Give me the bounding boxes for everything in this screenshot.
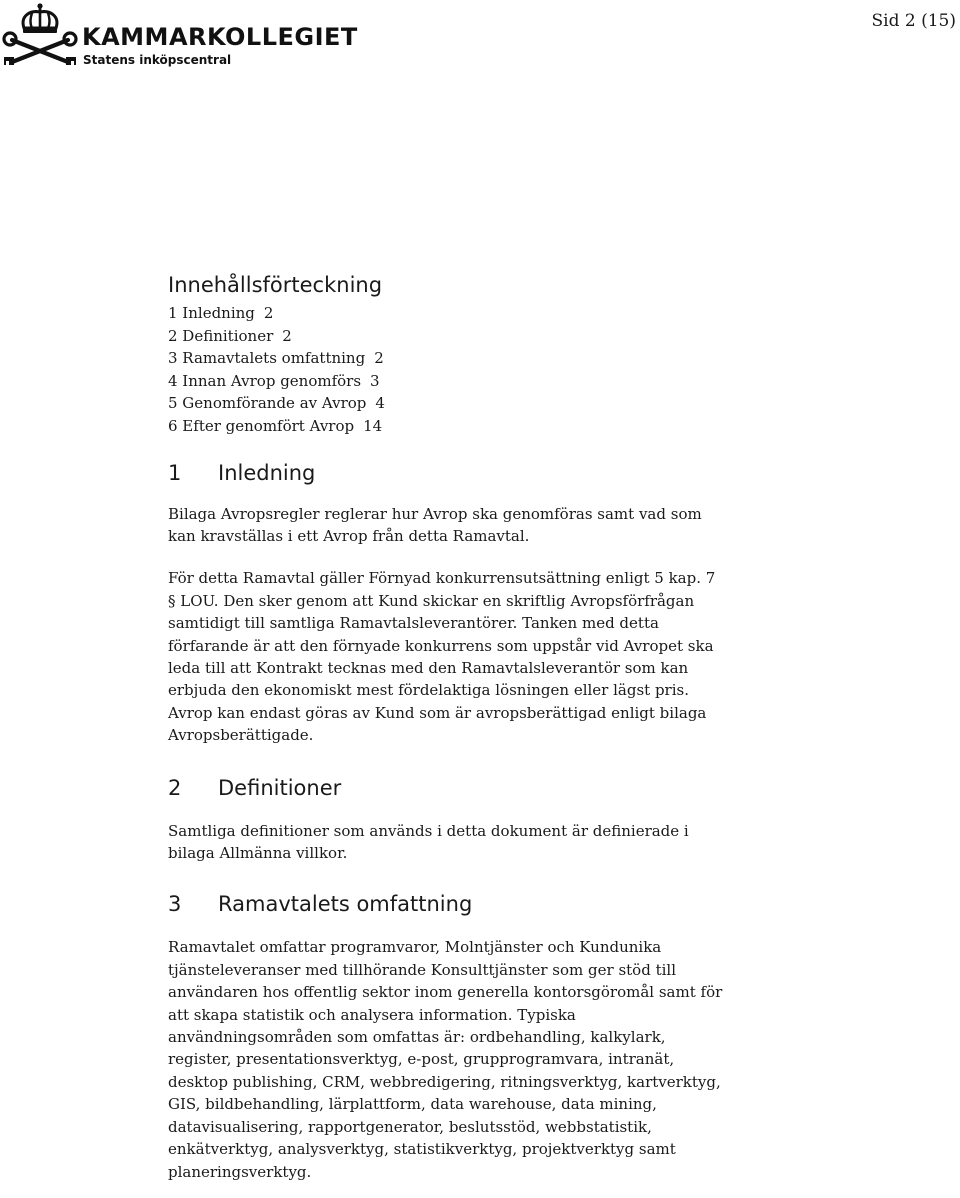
- toc-entry-page: 3: [370, 371, 380, 390]
- text-line: Avrop kan endast göras av Kund som är avropsberättigad enligt bilaga: [168, 703, 707, 722]
- toc-entry[interactable]: [168, 370, 804, 393]
- toc-entry[interactable]: [168, 302, 804, 325]
- text-line: att skapa statistik och analysera information. Typiska: [168, 1005, 576, 1024]
- text-line: För detta Ramavtal gäller Förnyad konkurrensutsättning enligt 5 kap. 7: [168, 569, 716, 588]
- text-line: GIS, bildbehandling, lärplattform, data warehouse, data mining,: [168, 1095, 657, 1114]
- kammarkollegiet-logo: [2, 2, 358, 68]
- logo-org-name: KAMMARKOLLEGIET: [82, 23, 358, 51]
- toc-entry[interactable]: [168, 325, 804, 348]
- text-line: § LOU. Den sker genom att Kund skickar en skriftlig Avropsförfrågan: [168, 591, 695, 610]
- text-line: samtidigt till samtliga Ramavtalsleverantörer. Tanken med detta: [168, 614, 659, 633]
- paragraph: [168, 503, 804, 548]
- text-line: enkätverktyg, analysverktyg, statistikverktyg, projektverktyg samt: [168, 1140, 676, 1159]
- paragraph: [168, 567, 804, 746]
- text-line: bilaga Allmänna villkor.: [168, 844, 348, 863]
- toc-entry-page: 4: [375, 394, 385, 413]
- toc-entry-text: 4 Innan Avrop genomförs: [168, 371, 362, 390]
- page-header: [0, 0, 960, 70]
- text-line: tjänsteleveranser med tillhörande Konsulttjänster som ger stöd till: [168, 960, 676, 979]
- paragraph: [168, 936, 804, 1182]
- text-line: Samtliga definitioner som används i detta dokument är definierade i: [168, 821, 689, 840]
- text-line: förfarande är att den förnyade konkurrens som uppstår vid Avropet ska: [168, 636, 714, 655]
- text-line: leda till att Kontrakt tecknas med den Ramavtalsleverantör som kan: [168, 659, 689, 677]
- logo-org-subtitle: Statens inköpscentral: [83, 53, 232, 67]
- toc-entry-text: 5 Genomförande av Avrop: [168, 394, 367, 413]
- text-line: erbjuda den ekonomiskt mest fördelaktiga lösningen eller lägst pris.: [168, 681, 689, 700]
- paragraph: [168, 820, 804, 865]
- toc-entry-text: 3 Ramavtalets omfattning: [168, 349, 366, 368]
- toc-entry-page: 2: [263, 304, 274, 322]
- toc-entry-page: 2: [374, 349, 384, 368]
- section-title: Inledning: [218, 460, 316, 485]
- text-line: Avropsberättigade.: [168, 726, 314, 745]
- toc-entry-text: 2 Definitioner: [168, 326, 274, 345]
- section-title: Definitioner: [218, 775, 342, 800]
- toc-entry[interactable]: [168, 347, 804, 370]
- text-line: användningsområden som omfattas är: ordbehandling, kalkylark,: [168, 1028, 666, 1047]
- text-line: desktop publishing, CRM, webbredigering, ritningsverktyg, kartverktyg,: [168, 1072, 721, 1091]
- page-number: Sid 2 (15): [871, 11, 956, 31]
- crown-crossed-keys-icon: [2, 2, 78, 68]
- table-of-contents: [168, 270, 804, 438]
- section-heading-inledning: [168, 459, 804, 487]
- section-number: 1: [168, 460, 182, 485]
- section-number: 2: [168, 775, 182, 800]
- section-number: 3: [168, 892, 182, 917]
- toc-list: [168, 302, 804, 438]
- toc-entry-text: 1 Inledning: [168, 304, 255, 322]
- section-title: Ramavtalets omfattning: [218, 892, 473, 917]
- text-line: användaren hos offentlig sektor inom generella kontorsgöromål samt för: [168, 983, 723, 1002]
- section-heading-ramavtalets-omfattning: [168, 890, 804, 918]
- section-heading-definitioner: [168, 774, 804, 802]
- toc-entry-page: 2: [282, 326, 292, 345]
- text-line: register, presentationsverktyg, e-post, grupprogramvara, intranät,: [168, 1050, 675, 1069]
- document-body: [168, 270, 804, 1183]
- toc-entry[interactable]: [168, 392, 804, 415]
- toc-entry-page: 14: [363, 416, 383, 435]
- text-line: kan kravställas i ett Avrop från detta Ramavtal.: [168, 526, 530, 545]
- text-line: Bilaga Avropsregler reglerar hur Avrop ska genomföras samt vad som: [168, 504, 702, 523]
- toc-entry-text: 6 Efter genomfört Avrop: [168, 416, 355, 435]
- text-line: planeringsverktyg.: [168, 1162, 312, 1181]
- toc-title: Innehållsförteckning: [168, 273, 383, 297]
- text-line: datavisualisering, rapportgenerator, beslutsstöd, webbstatistik,: [168, 1117, 652, 1136]
- text-line: Ramavtalet omfattar programvaror, Molntjänster och Kundunika: [168, 938, 662, 957]
- toc-entry[interactable]: [168, 415, 804, 438]
